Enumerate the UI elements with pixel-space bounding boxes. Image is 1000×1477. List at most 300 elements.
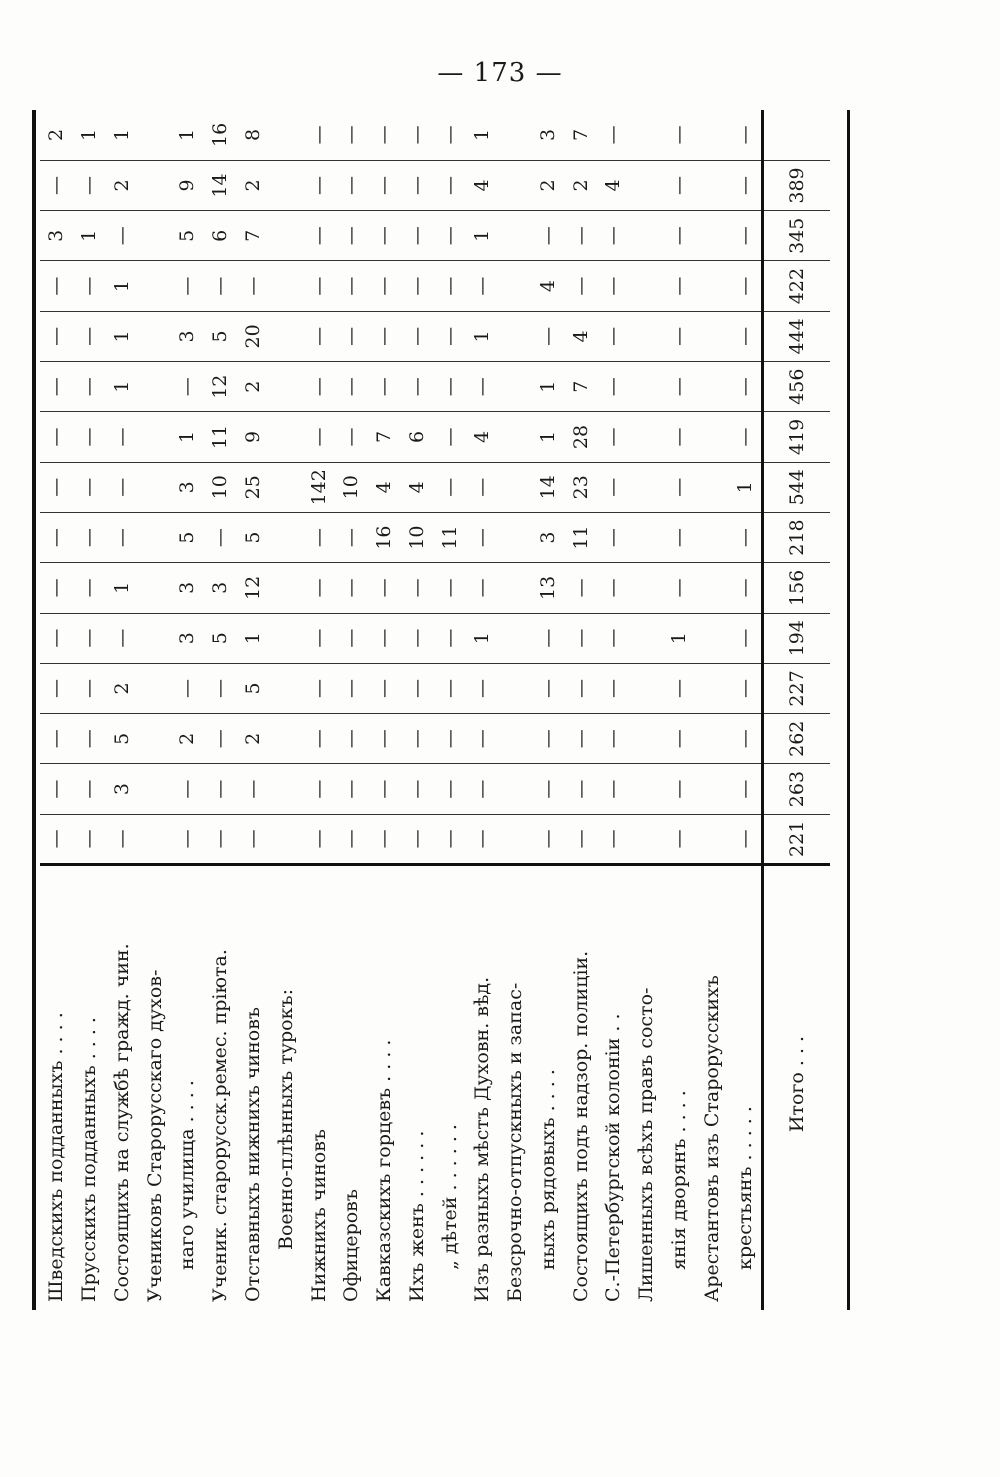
row-label: Арестантовъ изъ Старорусскихъ <box>700 975 723 1302</box>
table-cell <box>269 613 302 663</box>
table-cell: — <box>302 311 335 361</box>
table-cell <box>138 110 171 160</box>
table-cell: 1 <box>237 613 270 663</box>
table-cell: — <box>663 261 696 311</box>
table-cell <box>499 613 532 663</box>
table-cell: — <box>73 613 106 663</box>
table-cell <box>499 311 532 361</box>
table-cell: 6 <box>400 412 433 462</box>
table-cell <box>695 261 728 311</box>
table-cell: — <box>171 814 204 864</box>
table-cell: — <box>40 261 73 311</box>
table-cell: — <box>73 512 106 562</box>
row-label: наго училища . . . . <box>176 1080 199 1270</box>
table-cell: — <box>433 462 466 512</box>
total-cell: 227 <box>763 663 830 713</box>
row-label: Учениковъ Старорусскаго духов- <box>143 969 166 1302</box>
table-row <box>728 110 763 1310</box>
table-cell: 1 <box>73 211 106 261</box>
table-cell: — <box>368 311 401 361</box>
table-row <box>106 110 139 1310</box>
table-row <box>171 110 204 1310</box>
table-cell <box>138 764 171 814</box>
table-cell: — <box>728 261 763 311</box>
table-cell: 1 <box>466 110 499 160</box>
table-cell <box>695 814 728 864</box>
table-cell: — <box>433 362 466 412</box>
table-cell: 4 <box>564 311 597 361</box>
table-cell: — <box>73 362 106 412</box>
table-cell: — <box>40 362 73 412</box>
table-cell: 142 <box>302 462 335 512</box>
row-label: Лишенныхъ всѣхъ правъ состо- <box>635 987 658 1302</box>
table-cell: 9 <box>171 160 204 210</box>
table-cell: — <box>466 362 499 412</box>
table-cell <box>630 110 663 160</box>
table-cell: — <box>106 814 139 864</box>
table-cell: — <box>335 663 368 713</box>
table-cell <box>269 110 302 160</box>
table-cell: 11 <box>433 512 466 562</box>
table-cell <box>499 512 532 562</box>
table-cell: — <box>531 211 564 261</box>
table-cell <box>630 563 663 613</box>
table-cell: — <box>171 261 204 311</box>
table-cell <box>499 663 532 713</box>
table-cell: — <box>302 110 335 160</box>
table-cell: — <box>335 714 368 764</box>
table-cell: — <box>368 663 401 713</box>
table-cell <box>269 211 302 261</box>
table-cell: — <box>335 814 368 864</box>
table-cell: — <box>433 160 466 210</box>
table-cell: 10 <box>335 462 368 512</box>
table-cell: 2 <box>531 160 564 210</box>
table-cell: — <box>73 311 106 361</box>
table-cell: 5 <box>204 311 237 361</box>
table-cell: — <box>597 663 630 713</box>
table-cell: — <box>73 412 106 462</box>
table-cell: 28 <box>564 412 597 462</box>
total-cell: 156 <box>763 563 830 613</box>
table-cell <box>630 362 663 412</box>
row-label: Состоящихъ подъ надзор. полиціи. <box>569 950 592 1302</box>
total-cell: 194 <box>763 613 830 663</box>
table-cell <box>138 261 171 311</box>
table-cell: 5 <box>237 663 270 713</box>
table-cell: — <box>73 563 106 613</box>
table-cell: — <box>302 714 335 764</box>
table-cell: — <box>564 814 597 864</box>
table-cell: 1 <box>106 261 139 311</box>
table-cell: — <box>335 110 368 160</box>
table-cell: — <box>204 764 237 814</box>
table-cell <box>499 211 532 261</box>
total-cell: 389 <box>763 160 830 210</box>
table-cell <box>630 814 663 864</box>
table-cell: — <box>204 714 237 764</box>
table-cell: 16 <box>204 110 237 160</box>
table-cell: — <box>368 211 401 261</box>
table-cell: — <box>466 814 499 864</box>
table-cell: — <box>728 663 763 713</box>
table-cell <box>138 714 171 764</box>
row-label: янія дворянъ . . . . <box>667 1090 690 1270</box>
table-cell <box>630 160 663 210</box>
table-cell <box>269 412 302 462</box>
table-cell <box>499 110 532 160</box>
table-cell: — <box>204 814 237 864</box>
table-cell <box>695 714 728 764</box>
table-cell: — <box>40 512 73 562</box>
table-cell: — <box>335 563 368 613</box>
table-cell: — <box>40 714 73 764</box>
table-cell: — <box>302 211 335 261</box>
table-cell <box>630 613 663 663</box>
table-cell: — <box>106 412 139 462</box>
table-cell: 3 <box>171 311 204 361</box>
table-cell: 3 <box>171 462 204 512</box>
table-cell: — <box>663 362 696 412</box>
table-cell <box>695 211 728 261</box>
table-cell: — <box>335 311 368 361</box>
table-cell: 20 <box>237 311 270 361</box>
table-top-rule <box>32 110 36 1310</box>
table-cell: — <box>400 663 433 713</box>
table-cell: — <box>302 563 335 613</box>
table-cell: — <box>466 563 499 613</box>
table-cell: 2 <box>171 714 204 764</box>
table-cell: — <box>728 764 763 814</box>
table-cell: — <box>335 764 368 814</box>
table-row <box>368 110 401 1310</box>
table-cell: 11 <box>204 412 237 462</box>
table-cell: 23 <box>564 462 597 512</box>
table-row <box>400 110 433 1310</box>
table-cell: — <box>663 714 696 764</box>
table-row <box>335 110 368 1310</box>
table-body <box>40 110 830 1310</box>
table-cell: 4 <box>597 160 630 210</box>
table-cell: — <box>40 663 73 713</box>
table-cell: — <box>531 613 564 663</box>
table-row <box>433 110 466 1310</box>
table-cell: — <box>433 110 466 160</box>
table-cell: — <box>663 814 696 864</box>
table-row <box>73 110 106 1310</box>
table-cell: — <box>597 563 630 613</box>
table-cell: 2 <box>237 714 270 764</box>
table-cell: — <box>728 714 763 764</box>
table-cell <box>138 512 171 562</box>
table-cell: — <box>728 412 763 462</box>
table-cell: — <box>531 663 564 713</box>
statistics-grid <box>40 110 830 1310</box>
table-cell: — <box>466 512 499 562</box>
table-cell: — <box>466 261 499 311</box>
table-cell <box>695 412 728 462</box>
table-row <box>597 110 630 1310</box>
row-label: ныхъ рядовыхъ . . . . <box>536 1069 559 1270</box>
table-cell: — <box>335 362 368 412</box>
table-cell: 7 <box>237 211 270 261</box>
page-number: — 173 — <box>437 58 563 88</box>
table-cell: — <box>564 764 597 814</box>
table-cell: — <box>302 764 335 814</box>
table-cell <box>138 814 171 864</box>
table-cell: — <box>564 613 597 663</box>
table-cell: 1 <box>171 110 204 160</box>
table-cell: — <box>597 211 630 261</box>
table-cell <box>269 311 302 361</box>
table-cell: — <box>204 512 237 562</box>
table-cell <box>630 462 663 512</box>
table-cell: 6 <box>204 211 237 261</box>
table-cell <box>499 362 532 412</box>
table-cell <box>695 764 728 814</box>
table-cell <box>269 764 302 814</box>
table-cell: — <box>597 714 630 764</box>
table-cell: — <box>597 110 630 160</box>
table-cell: — <box>531 764 564 814</box>
table-cell: — <box>433 261 466 311</box>
table-cell: — <box>73 663 106 713</box>
table-cell: — <box>400 613 433 663</box>
table-cell: 5 <box>106 714 139 764</box>
row-label: Прусскихъ подданныхъ . . . . <box>78 1017 101 1302</box>
table-cell: — <box>368 362 401 412</box>
table-cell <box>499 462 532 512</box>
table-cell: 5 <box>237 512 270 562</box>
table-cell: — <box>368 563 401 613</box>
table-cell: 7 <box>368 412 401 462</box>
table-cell <box>630 311 663 361</box>
table-cell: 2 <box>564 160 597 210</box>
table-cell: — <box>400 814 433 864</box>
table-cell: 3 <box>204 563 237 613</box>
table-cell: — <box>663 160 696 210</box>
table-cell: 12 <box>204 362 237 412</box>
table-cell: — <box>728 311 763 361</box>
table-cell <box>695 160 728 210</box>
table-row <box>630 110 663 1310</box>
table-cell: — <box>302 160 335 210</box>
table-cell: — <box>302 814 335 864</box>
table-cell: — <box>73 160 106 210</box>
table-cell: 1 <box>171 412 204 462</box>
table-cell: 5 <box>171 512 204 562</box>
table-cell: 1 <box>73 110 106 160</box>
table-cell: — <box>728 512 763 562</box>
table-cell <box>138 462 171 512</box>
table-row <box>499 110 532 1310</box>
row-label: Ихъ женъ . . . . . . <box>405 1130 428 1302</box>
table-cell: 2 <box>106 663 139 713</box>
table-cell <box>269 160 302 210</box>
table-cell: — <box>40 814 73 864</box>
table-cell <box>499 714 532 764</box>
table-cell: 2 <box>40 110 73 160</box>
row-label: Безсрочно-отпускныхъ и запас- <box>504 982 527 1302</box>
table-cell <box>630 412 663 462</box>
total-cell: 456 <box>763 362 830 412</box>
table-cell: — <box>335 261 368 311</box>
total-cell: 263 <box>763 764 830 814</box>
total-cell: 419 <box>763 412 830 462</box>
table-cell: — <box>564 261 597 311</box>
table-row <box>663 110 696 1310</box>
table-cell <box>695 462 728 512</box>
table-cell: — <box>728 211 763 261</box>
table-cell: 12 <box>237 563 270 613</box>
table-cell: — <box>106 462 139 512</box>
table-cell: 5 <box>171 211 204 261</box>
table-cell <box>269 714 302 764</box>
table-row <box>138 110 171 1310</box>
table-row <box>302 110 335 1310</box>
table-cell: — <box>73 462 106 512</box>
table-cell: — <box>728 110 763 160</box>
table-cell <box>695 563 728 613</box>
table-cell: — <box>302 663 335 713</box>
table-cell: — <box>368 814 401 864</box>
table-cell: 4 <box>466 160 499 210</box>
table-cell <box>695 311 728 361</box>
table-cell: — <box>663 663 696 713</box>
table-cell: — <box>40 160 73 210</box>
table-cell: 1 <box>663 613 696 663</box>
table-cell <box>138 613 171 663</box>
table-cell <box>138 663 171 713</box>
table-cell: — <box>171 362 204 412</box>
table-cell <box>695 362 728 412</box>
table-cell: 3 <box>531 110 564 160</box>
table-row <box>269 110 302 1310</box>
table-cell: — <box>597 814 630 864</box>
table-cell: — <box>597 462 630 512</box>
table-cell: — <box>433 563 466 613</box>
table-cell <box>138 211 171 261</box>
table-row <box>564 110 597 1310</box>
table-cell: 14 <box>531 462 564 512</box>
table-cell: 2 <box>106 160 139 210</box>
row-label: Офицеровъ <box>340 1189 363 1302</box>
table-row <box>204 110 237 1310</box>
table-cell: 1 <box>531 412 564 462</box>
table-cell: 3 <box>40 211 73 261</box>
table-cell: — <box>302 261 335 311</box>
table-cell: — <box>433 311 466 361</box>
row-label: Отставныхъ нижнихъ чиновъ <box>241 1007 264 1302</box>
table-cell: — <box>663 211 696 261</box>
table-cell: — <box>564 663 597 713</box>
table-cell: — <box>728 563 763 613</box>
table-cell: — <box>368 714 401 764</box>
table-cell: — <box>466 714 499 764</box>
table-cell <box>695 613 728 663</box>
table-cell: — <box>597 613 630 663</box>
table-row <box>531 110 564 1310</box>
table-cell: — <box>204 261 237 311</box>
table-cell: — <box>302 613 335 663</box>
total-label: Итого . . . <box>763 865 830 1311</box>
table-cell: — <box>368 764 401 814</box>
table-cell: — <box>728 814 763 864</box>
table-cell: 3 <box>171 613 204 663</box>
table-cell <box>630 714 663 764</box>
row-label: Военно-плѣнныхъ турокъ: <box>274 989 297 1250</box>
table-cell: — <box>40 412 73 462</box>
table-row <box>695 110 728 1310</box>
table-cell <box>269 261 302 311</box>
table-cell <box>269 362 302 412</box>
table-cell: 4 <box>400 462 433 512</box>
table-cell: — <box>433 613 466 663</box>
table-cell: 1 <box>728 462 763 512</box>
table-cell: 25 <box>237 462 270 512</box>
table-cell: 1 <box>466 311 499 361</box>
table-cell <box>499 261 532 311</box>
table-cell: 11 <box>564 512 597 562</box>
table-cell: — <box>171 764 204 814</box>
total-row <box>763 110 830 1310</box>
table-cell: 14 <box>204 160 237 210</box>
total-cell: 345 <box>763 211 830 261</box>
table-cell: — <box>368 613 401 663</box>
table-cell <box>630 512 663 562</box>
table-cell <box>269 814 302 864</box>
table-cell: — <box>597 261 630 311</box>
table-row <box>466 110 499 1310</box>
row-label: Состоящихъ на службѣ гражд. чин. <box>110 943 133 1302</box>
table-cell: — <box>466 764 499 814</box>
table-cell: — <box>40 311 73 361</box>
table-cell <box>695 512 728 562</box>
table-cell: — <box>663 462 696 512</box>
table-cell <box>269 462 302 512</box>
table-cell: — <box>400 764 433 814</box>
table-cell <box>269 563 302 613</box>
statistics-table <box>40 110 870 1310</box>
table-cell: — <box>106 613 139 663</box>
table-cell: — <box>400 714 433 764</box>
table-cell: 2 <box>237 160 270 210</box>
table-cell: — <box>663 110 696 160</box>
total-cell: 262 <box>763 714 830 764</box>
table-cell: — <box>106 211 139 261</box>
table-cell: — <box>40 563 73 613</box>
table-cell: — <box>597 362 630 412</box>
table-cell: — <box>302 412 335 462</box>
table-cell: — <box>564 563 597 613</box>
table-cell: — <box>40 764 73 814</box>
table-cell: 5 <box>204 613 237 663</box>
table-cell: — <box>400 261 433 311</box>
table-row <box>40 110 73 1310</box>
table-cell <box>630 211 663 261</box>
table-cell: — <box>73 261 106 311</box>
table-cell: 3 <box>171 563 204 613</box>
table-cell: 10 <box>204 462 237 512</box>
total-cell: 422 <box>763 261 830 311</box>
table-cell: — <box>368 110 401 160</box>
table-cell: — <box>302 512 335 562</box>
table-cell: 1 <box>106 563 139 613</box>
table-cell: — <box>73 764 106 814</box>
table-cell: — <box>531 714 564 764</box>
table-cell: — <box>400 362 433 412</box>
table-cell: — <box>335 613 368 663</box>
